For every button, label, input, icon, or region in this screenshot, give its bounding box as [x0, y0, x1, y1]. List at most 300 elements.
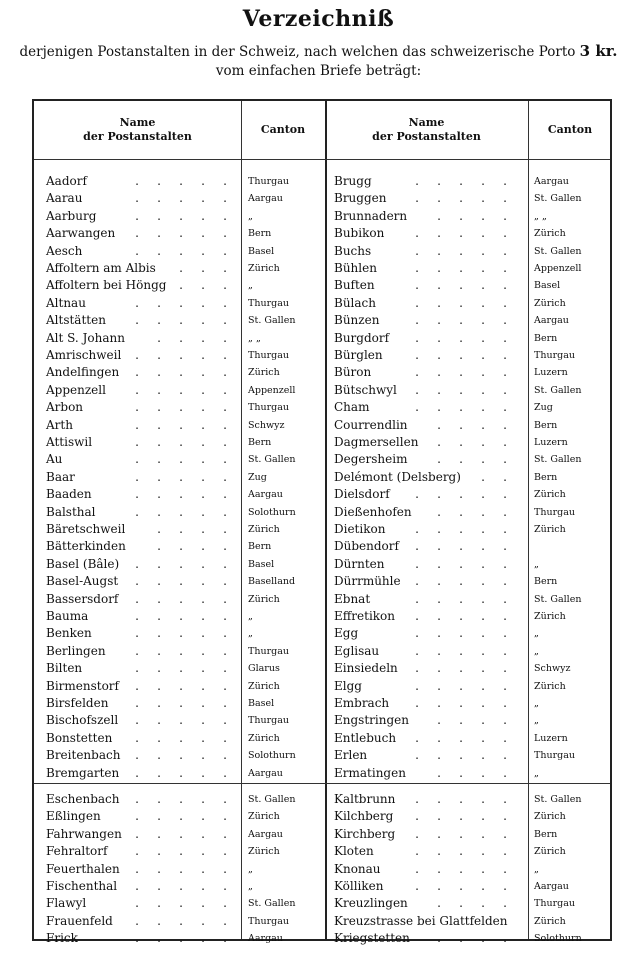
table-row — [34, 504, 610, 521]
canton-name: Bern — [534, 471, 558, 483]
table-row — [34, 486, 610, 503]
post-office-name: Birsfelden — [46, 696, 109, 710]
post-office-name: Egg — [334, 626, 359, 641]
post-office-name: Appenzell — [46, 382, 106, 397]
leader-dots: . . . . . — [415, 879, 507, 893]
post-office-name: Dürnten — [334, 556, 385, 571]
canton-name: Basel — [248, 698, 275, 709]
leader-dots: . . . . . — [135, 626, 227, 641]
post-office-name: Aadorf — [46, 174, 87, 188]
leader-dots: . . . . — [437, 208, 507, 223]
table-row — [34, 678, 610, 695]
header-canton-label: Canton — [260, 123, 306, 136]
post-office-name: Bätterkinden — [46, 539, 126, 554]
canton-name: „ — [248, 611, 253, 622]
post-office-name: Amrischweil — [46, 348, 122, 362]
leader-dots — [406, 913, 514, 930]
table-row — [34, 861, 610, 878]
leader-dots: . . . . . — [415, 522, 507, 536]
canton-name: Aargau — [248, 767, 283, 779]
leader-dots: . . . . . — [415, 556, 507, 571]
post-office-name: Berlingen — [46, 643, 106, 658]
canton-name: Aargau — [248, 193, 283, 205]
leader-dots: . . . . . — [415, 226, 507, 241]
post-office-name: Affoltern bei Höngg — [46, 278, 167, 293]
post-office-name: Fischenthal — [46, 879, 118, 893]
post-office-name: Kreuzlingen — [334, 896, 408, 911]
canton-name: Zürich — [534, 846, 566, 858]
canton-name: Thurgau — [534, 506, 575, 518]
table-row — [34, 417, 610, 434]
post-office-name: Frick — [46, 931, 78, 946]
post-office-name: Kloten — [334, 844, 374, 859]
leader-dots: . . . . — [437, 417, 507, 432]
canton-name: Zürich — [248, 811, 280, 823]
canton-name: Zürich — [534, 915, 566, 927]
leader-dots: . . . . — [157, 539, 227, 554]
canton-name: Basel — [248, 558, 275, 570]
canton-name: Zürich — [534, 680, 566, 692]
header-name-label: Name — [119, 116, 156, 129]
leader-dots: . . . . . — [415, 661, 507, 676]
post-office-name: Dielsdorf — [334, 487, 390, 502]
canton-name: St. Gallen — [534, 593, 582, 605]
post-office-name: Effretikon — [334, 609, 396, 623]
post-office-name: Brunnadern — [334, 208, 408, 223]
header-canton-label: Canton — [547, 123, 593, 136]
leader-dots: . . . . . — [415, 539, 507, 554]
leader-dots: . . . . . — [135, 226, 227, 241]
post-office-name: Altnau — [46, 295, 86, 310]
canton-name: „ — [534, 558, 539, 570]
post-office-name: Bürglen — [334, 348, 383, 362]
table-row — [34, 608, 610, 625]
leader-dots: . . . . . — [415, 191, 507, 206]
leader-dots: . . . . . — [135, 913, 227, 928]
table-row — [34, 895, 610, 912]
post-office-name: Bilten — [46, 661, 83, 676]
table-row — [34, 295, 610, 312]
canton-name: Zürich — [248, 367, 280, 379]
leader-dots: . . . . — [437, 713, 507, 728]
leader-dots: . . . . . — [135, 504, 227, 519]
leader-dots: . . . . . — [135, 713, 227, 728]
post-office-name: Baaden — [46, 487, 92, 502]
post-office-name: Dürrmühle — [334, 574, 401, 589]
post-office-name: Affoltern am Albis — [46, 261, 156, 275]
leader-dots: . . . . . — [415, 174, 507, 188]
post-office-name: Engstringen — [334, 713, 409, 728]
table-row — [34, 730, 610, 747]
post-office-name: Altstätten — [46, 313, 106, 328]
table-row — [34, 190, 610, 207]
leader-dots: . . . . — [437, 504, 507, 519]
canton-name: Glarus — [248, 663, 280, 675]
subtitle-line-1 — [0, 42, 637, 60]
canton-name: Thurgau — [534, 350, 575, 361]
leader-dots: . . . . . — [135, 417, 227, 432]
canton-name: Aargau — [534, 881, 569, 892]
canton-name: Solothurn — [248, 506, 296, 518]
canton-name: Zürich — [248, 593, 280, 605]
table-row — [34, 399, 610, 416]
leader-dots: . . . . . — [135, 469, 227, 484]
canton-name: St. Gallen — [248, 898, 296, 910]
canton-name: Thurgau — [248, 715, 289, 727]
post-office-name: Buchs — [334, 243, 372, 258]
table-row — [34, 808, 610, 825]
section-divider — [34, 783, 610, 784]
header-canton-left — [241, 101, 325, 159]
canton-name: Zürich — [248, 846, 280, 858]
porto-amount: 3 kr. — [579, 42, 618, 60]
post-office-name: Bauma — [46, 609, 89, 623]
canton-name: Aargau — [534, 315, 569, 327]
canton-name: Basel — [534, 280, 561, 292]
post-office-name: Feuerthalen — [46, 861, 120, 876]
canton-name: „ — [534, 715, 539, 727]
post-office-name: Eschenbach — [46, 792, 120, 806]
post-office-name: Kilchberg — [334, 809, 394, 824]
post-office-name: Ermatingen — [334, 765, 406, 780]
header-name-left — [34, 101, 241, 159]
leader-dots: . . . . — [437, 765, 507, 780]
post-office-name: Kaltbrunn — [334, 792, 396, 806]
leader-dots: . . . . . — [135, 174, 227, 188]
header-divider — [34, 159, 610, 160]
subtitle-line-2: vom einfachen Briefe beträgt: — [215, 63, 422, 79]
table-row — [34, 521, 610, 538]
table-row — [34, 712, 610, 729]
leader-dots: . . . . . — [135, 313, 227, 328]
leader-dots: . . . . . — [135, 765, 227, 780]
header-name-label: Name — [408, 116, 445, 129]
leader-dots: . . . . . — [135, 861, 227, 876]
post-office-name: Basel (Bâle) — [46, 556, 120, 571]
post-office-name: Kirchberg — [334, 826, 396, 841]
canton-name: Zug — [248, 471, 267, 483]
canton-name: Baselland — [248, 576, 296, 588]
leader-dots: . . . . . — [135, 792, 227, 806]
table-row — [34, 930, 610, 947]
post-office-name: Delémont (Delsberg) — [334, 469, 461, 484]
post-office-name: Flawyl — [46, 896, 87, 911]
leader-dots: . . . — [179, 261, 227, 275]
canton-name: St. Gallen — [248, 794, 296, 805]
leader-dots: . . — [481, 469, 507, 484]
leader-dots: . . . . . — [415, 574, 507, 589]
leader-dots: . . . . . — [415, 348, 507, 362]
leader-dots: . . . . . — [415, 792, 507, 806]
leader-dots: . . . . . — [135, 591, 227, 606]
leader-dots: . . . . . — [135, 826, 227, 841]
table-row — [34, 625, 610, 642]
post-office-name: Bruggen — [334, 191, 387, 206]
leader-dots: . . . . . — [415, 643, 507, 658]
post-office-name: Erlen — [334, 748, 368, 763]
leader-dots: . . . . — [437, 452, 507, 467]
canton-name: Appenzell — [534, 263, 582, 274]
leader-dots: . . . . . — [135, 661, 227, 676]
canton-name: Thurgau — [534, 898, 575, 910]
canton-name: Zürich — [534, 228, 566, 240]
canton-name: Luzern — [534, 367, 568, 379]
leader-dots: . . . . . — [135, 295, 227, 310]
leader-dots: . . . . . — [135, 678, 227, 693]
canton-name: Bern — [534, 576, 558, 588]
post-office-name: Bünzen — [334, 313, 380, 328]
table-row — [34, 643, 610, 660]
post-office-table — [32, 99, 612, 946]
leader-dots: . . . . . — [135, 208, 227, 223]
leader-dots: . . . . . — [135, 696, 227, 710]
canton-name: „ — [248, 628, 253, 640]
post-office-name: Birmenstorf — [46, 678, 119, 693]
canton-name: Zürich — [248, 732, 280, 744]
post-office-name: Cham — [334, 400, 370, 415]
leader-dots: . . . . . — [135, 243, 227, 258]
post-office-name: Frauenfeld — [46, 913, 113, 928]
leader-dots: . . . . . — [135, 896, 227, 911]
post-office-name: Eßlingen — [46, 809, 101, 824]
post-office-name: Au — [46, 452, 63, 467]
leader-dots: . . . . . — [415, 844, 507, 859]
leader-dots: . . . . . — [415, 261, 507, 275]
table-row — [34, 695, 610, 712]
canton-name: „ — [248, 881, 253, 892]
canton-name: „ „ — [248, 332, 261, 344]
table-row — [34, 243, 610, 260]
header-name-right — [325, 101, 528, 159]
post-office-name: Brugg — [334, 174, 372, 188]
canton-name: Zürich — [534, 524, 566, 535]
post-office-name: Eglisau — [334, 643, 380, 658]
canton-name: „ — [534, 645, 539, 657]
canton-name: Thurgau — [248, 645, 289, 657]
leader-dots: . . . . . — [415, 861, 507, 876]
post-office-name: Fehraltorf — [46, 844, 108, 859]
leader-dots: . . . . . — [415, 696, 507, 710]
table-row — [34, 277, 610, 294]
leader-dots: . . . . . — [415, 295, 507, 310]
post-office-name: Courrendlin — [334, 417, 408, 432]
post-office-name: Knonau — [334, 861, 381, 876]
leader-dots: . . . — [179, 278, 227, 293]
table-row — [34, 878, 610, 895]
leader-dots: . . . . . — [135, 809, 227, 824]
canton-name: Thurgau — [248, 176, 289, 187]
canton-name: Aargau — [248, 489, 283, 501]
post-office-name: Aesch — [46, 243, 83, 258]
post-office-name: Ebnat — [334, 591, 371, 606]
leader-dots: . . . . . — [135, 348, 227, 362]
canton-name: Thurgau — [248, 915, 289, 927]
canton-name: Thurgau — [248, 350, 289, 361]
post-office-name: Bütschwyl — [334, 382, 397, 397]
post-office-name: Balsthal — [46, 504, 96, 519]
leader-dots: . . . . — [437, 435, 507, 449]
table-row — [34, 469, 610, 486]
canton-name: Bern — [534, 828, 558, 840]
leader-dots: . . . . . — [135, 487, 227, 502]
post-office-name: Kriegstetten — [334, 931, 410, 946]
post-office-name: Fahrwangen — [46, 826, 122, 841]
leader-dots: . . . . . — [135, 748, 227, 763]
table-row — [34, 208, 610, 225]
canton-name: Thurgau — [248, 402, 289, 414]
leader-dots: . . . . . — [415, 748, 507, 763]
canton-name: Basel — [248, 245, 275, 257]
post-office-name: Basel-Augst — [46, 574, 119, 589]
table-row — [34, 225, 610, 242]
leader-dots: . . . . . — [135, 730, 227, 745]
leader-dots: . . . . . — [415, 400, 507, 415]
table-row — [34, 330, 610, 347]
leader-dots: . . . . . — [415, 382, 507, 397]
leader-dots: . . . . . — [415, 591, 507, 606]
table-row — [34, 573, 610, 590]
post-office-name: Arth — [46, 417, 73, 432]
canton-name: Thurgau — [534, 750, 575, 762]
canton-name: St. Gallen — [534, 193, 582, 205]
canton-name: Zürich — [534, 811, 566, 823]
canton-name: St. Gallen — [248, 315, 296, 327]
canton-name: „ — [248, 210, 253, 222]
table-row — [34, 451, 610, 468]
leader-dots: . . . . . — [135, 931, 227, 946]
subtitle-text: derjenigen Postanstalten in der Schweiz, nach welchen das schweizerische Porto — [19, 44, 576, 60]
leader-dots: . . . . . — [135, 643, 227, 658]
table-row — [34, 556, 610, 573]
canton-name: Schwyz — [534, 663, 571, 675]
post-office-name: Bonstetten — [46, 730, 113, 745]
header-name-sub: der Postanstalten — [83, 130, 192, 143]
table-row — [34, 382, 610, 399]
table-row — [34, 364, 610, 381]
post-office-name: Dübendorf — [334, 539, 399, 554]
table-row — [34, 660, 610, 677]
canton-name: „ — [248, 280, 253, 292]
canton-name: „ — [534, 698, 539, 709]
canton-name: Schwyz — [248, 419, 285, 431]
table-row — [34, 347, 610, 364]
table-row — [34, 312, 610, 329]
post-office-name: Entlebuch — [334, 730, 397, 745]
post-office-name: Arbon — [46, 400, 84, 415]
post-office-name: Aarau — [46, 191, 83, 206]
post-office-name: Andelfingen — [46, 365, 120, 380]
post-office-name: Dießenhofen — [334, 504, 412, 519]
table-row — [34, 591, 610, 608]
canton-name: Zürich — [534, 297, 566, 309]
canton-name: Aargau — [248, 828, 283, 840]
table-row — [34, 765, 610, 782]
post-office-name: Bassersdorf — [46, 591, 119, 606]
post-office-name: Bühlen — [334, 261, 377, 275]
leader-dots: . . . . . — [135, 844, 227, 859]
canton-name: Zug — [534, 402, 553, 414]
post-office-name: Kreuzstrasse bei Glattfelden — [334, 913, 508, 928]
canton-name: Zürich — [534, 489, 566, 501]
post-office-name: Einsiedeln — [334, 661, 398, 676]
canton-name: Bern — [248, 437, 272, 448]
post-office-name: Kölliken — [334, 879, 384, 893]
leader-dots: . . . . — [437, 896, 507, 911]
canton-name: Thurgau — [248, 297, 289, 309]
leader-dots: . . . . . — [415, 826, 507, 841]
post-office-name: Bülach — [334, 295, 376, 310]
canton-name: Bern — [248, 228, 272, 240]
leader-dots: . . . . . — [135, 435, 227, 449]
leader-dots: . . . . . — [415, 730, 507, 745]
table-row — [34, 913, 610, 930]
canton-name: Luzern — [534, 437, 568, 448]
leader-dots: . . . . — [157, 330, 227, 345]
canton-name: Appenzell — [248, 384, 296, 396]
canton-name: „ — [248, 863, 253, 875]
table-row — [34, 843, 610, 860]
table-row — [34, 747, 610, 764]
leader-dots: . . . . . — [415, 365, 507, 380]
table-row — [34, 791, 610, 808]
canton-name: Aargau — [248, 933, 283, 945]
leader-dots: . . . . . — [135, 452, 227, 467]
canton-name: St. Gallen — [534, 245, 582, 257]
leader-dots: . . . . . — [415, 243, 507, 258]
canton-name: St. Gallen — [248, 454, 296, 466]
canton-name: „ — [534, 767, 539, 779]
post-office-name: Bäretschweil — [46, 522, 126, 536]
canton-name: Bern — [534, 419, 558, 431]
post-office-name: Burgdorf — [334, 330, 390, 345]
leader-dots: . . . . . — [135, 365, 227, 380]
post-office-name: Dietikon — [334, 522, 386, 536]
leader-dots: . . . . . — [135, 879, 227, 893]
post-office-name: Degersheim — [334, 452, 408, 467]
post-office-name: Aarburg — [46, 208, 97, 223]
post-office-name: Embrach — [334, 696, 390, 710]
leader-dots: . . . . . — [415, 278, 507, 293]
leader-dots: . . . . . — [135, 574, 227, 589]
post-office-name: Bubikon — [334, 226, 385, 241]
canton-name: Zürich — [248, 524, 280, 535]
canton-name: St. Gallen — [534, 794, 582, 805]
page-title: Verzeichniß — [242, 6, 395, 32]
canton-name: „ „ — [534, 210, 547, 222]
canton-name: Zürich — [534, 611, 566, 622]
leader-dots: . . . . . — [415, 809, 507, 824]
leader-dots: . . . . . — [415, 626, 507, 641]
post-office-name: Benken — [46, 626, 92, 641]
leader-dots: . . . . . — [135, 556, 227, 571]
canton-name: Bern — [248, 541, 272, 553]
header-name-sub: der Postanstalten — [372, 130, 481, 143]
header-canton-right — [528, 101, 612, 159]
leader-dots: . . . . — [437, 931, 507, 946]
post-office-name: Bremgarten — [46, 765, 120, 780]
table-row — [34, 173, 610, 190]
canton-name: Solothurn — [248, 750, 296, 762]
canton-name: Zürich — [248, 263, 280, 274]
post-office-name: Attiswil — [46, 435, 93, 449]
leader-dots: . . . . . — [135, 609, 227, 623]
canton-name: „ — [534, 628, 539, 640]
table-row — [34, 826, 610, 843]
table-row — [34, 538, 610, 555]
leader-dots: . . . . . — [135, 382, 227, 397]
post-office-name: Buften — [334, 278, 375, 293]
canton-name: Zürich — [248, 680, 280, 692]
